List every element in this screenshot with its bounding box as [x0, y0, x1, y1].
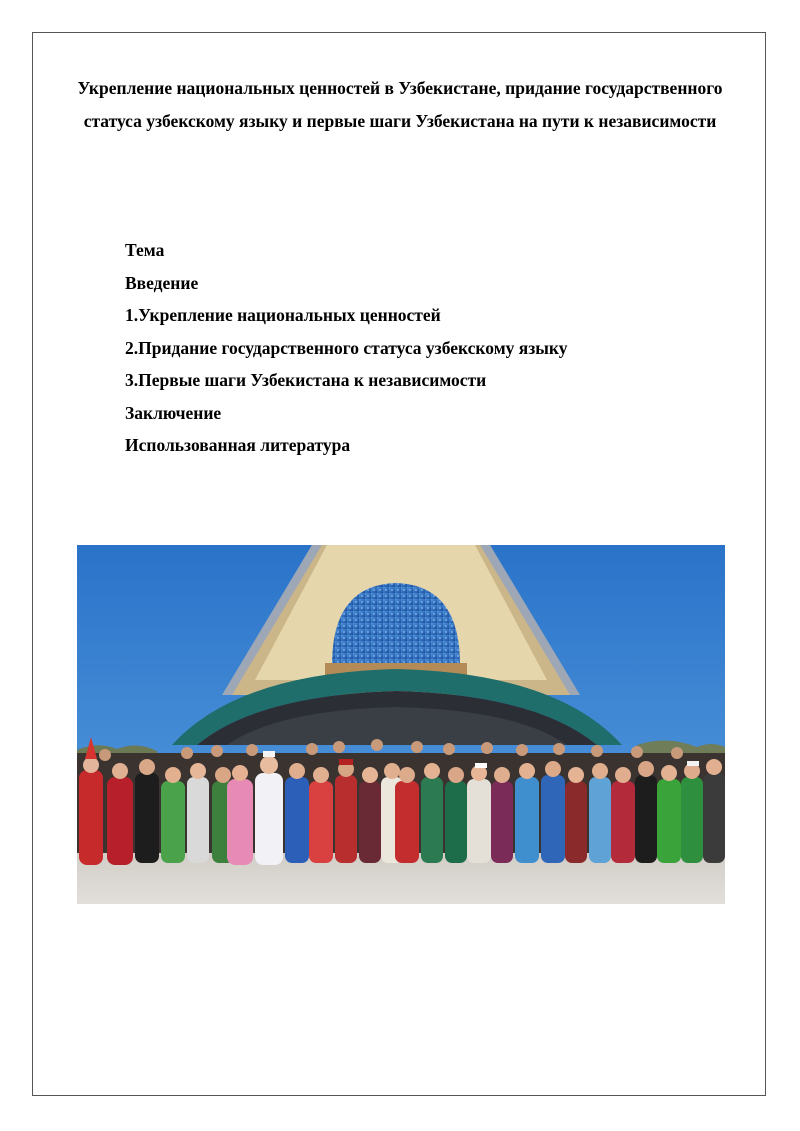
toc-item-section-2: 2.Придание государственного статуса узбекскому языку	[125, 337, 568, 358]
toc-item-section-1: 1.Укрепление национальных ценностей	[125, 305, 441, 325]
toc-item-conclusion: Заключение	[125, 402, 222, 423]
toc-item-topic: Тема	[125, 240, 165, 260]
toc-item-section-3: 3.Первые шаги Узбекистана к независимости	[125, 370, 487, 390]
table-of-contents	[125, 234, 567, 462]
crowd	[77, 737, 725, 865]
toc-item-introduction: Введение	[125, 272, 199, 293]
group-photo	[77, 545, 725, 904]
document-title: Укрепление национальных ценностей в Узбекистане, придание государственного статуса узбекскому языку и первые шаги Узбекистана на пути к независимости	[77, 78, 723, 131]
toc-item-references: Использованная литература	[125, 435, 351, 455]
